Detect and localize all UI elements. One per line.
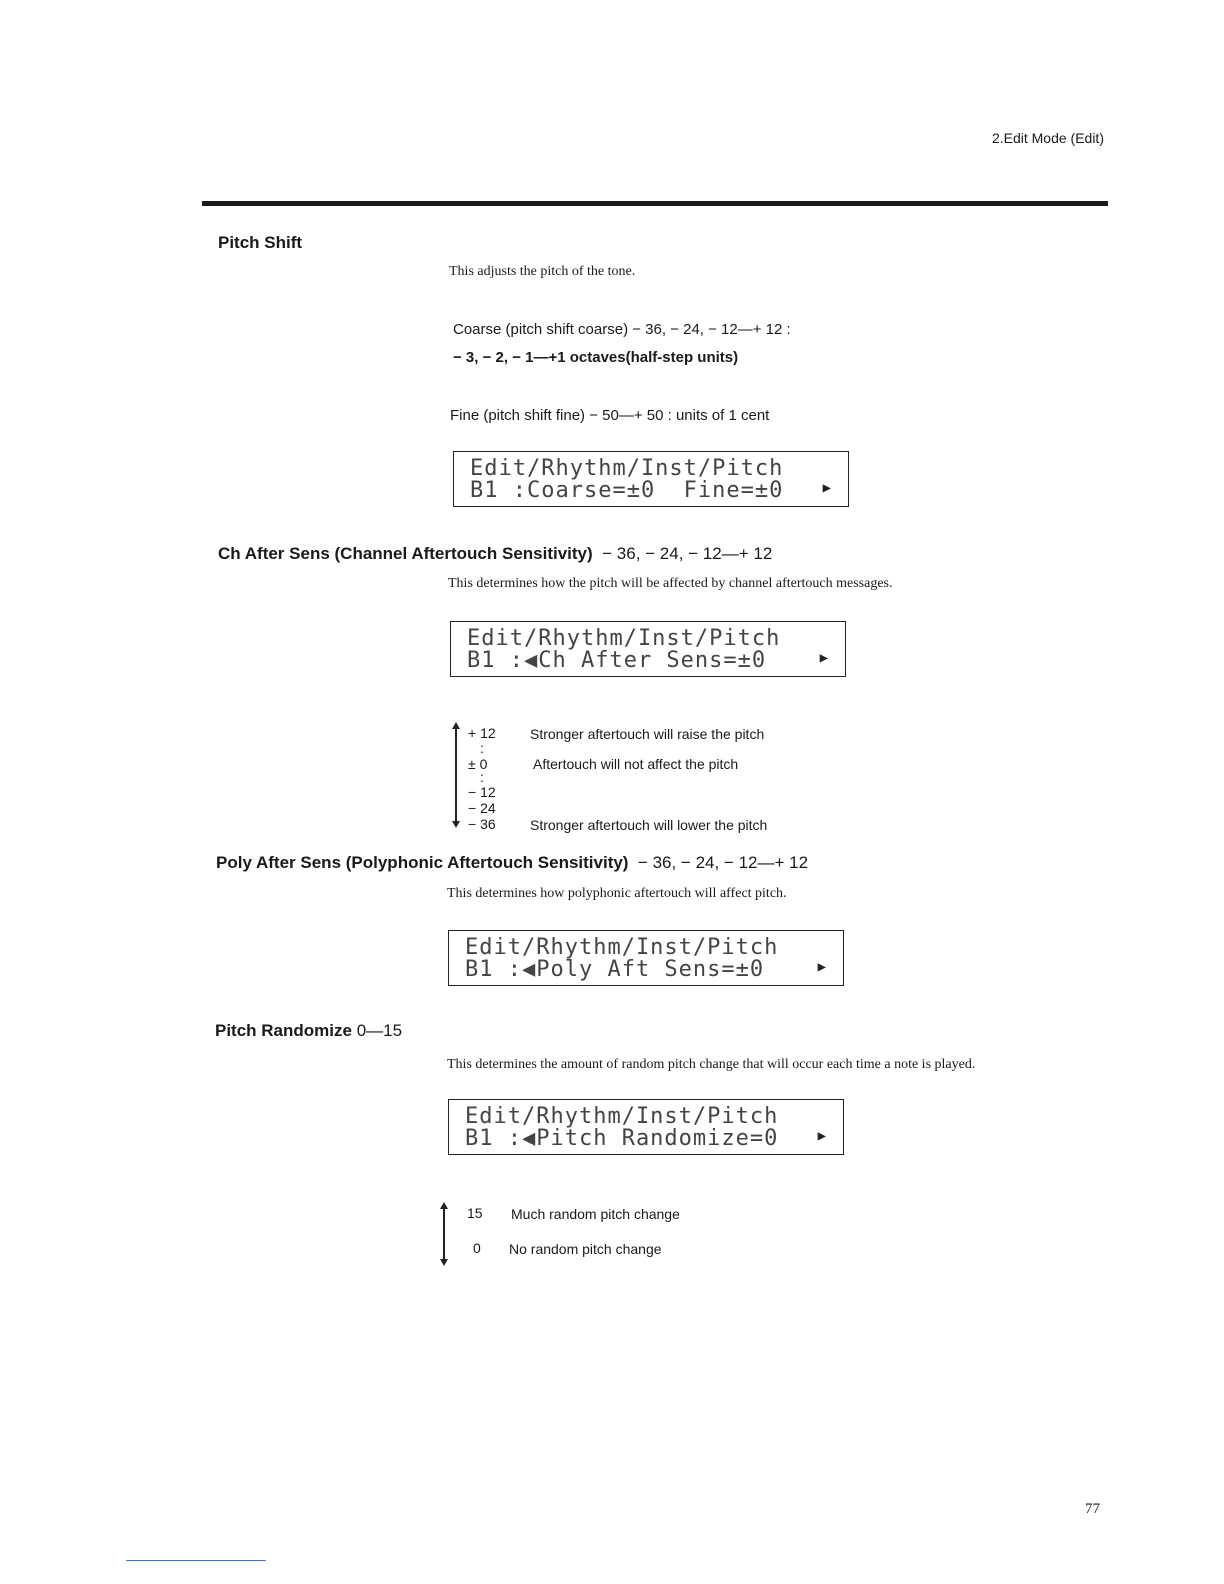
lcd-poly-after-sens	[448, 930, 844, 986]
fine-range-line: Fine (pitch shift fine) − 50—+ 50 : units of 1 cent	[450, 407, 770, 424]
page-number: 77	[1085, 1501, 1100, 1517]
coarse-range-line: Coarse (pitch shift coarse) − 36, − 24, − 12—+ 12 :	[453, 321, 791, 338]
scale-value: − 36	[468, 816, 496, 832]
lcd-line-2: B1 :Coarse=±0 Fine=±0	[470, 478, 784, 503]
lcd-line-1: Edit/Rhythm/Inst/Pitch	[467, 626, 781, 651]
scale-text: Stronger aftertouch will raise the pitch	[530, 726, 765, 742]
scale-text: Much random pitch change	[511, 1206, 680, 1222]
footer-line	[126, 1560, 266, 1561]
pitch-randomize-description: This determines the amount of random pitch change that will occur each time a note is played.	[447, 1057, 976, 1072]
arrow-up-icon	[452, 722, 460, 729]
lcd-line-2: B1 :◀Ch After Sens=±0	[467, 648, 767, 673]
lcd-line-1: Edit/Rhythm/Inst/Pitch	[470, 456, 784, 481]
lcd-line-2: B1 :◀Pitch Randomize=0	[465, 1126, 779, 1151]
scale-value: − 12	[468, 784, 496, 800]
poly-after-sens-description: This determines how polyphonic aftertouch will affect pitch.	[447, 886, 787, 901]
arrow-right-icon: ▶	[817, 1128, 827, 1144]
ch-after-sens-heading	[218, 544, 772, 564]
scale-text: No random pitch change	[509, 1241, 662, 1257]
scale-value: 15	[467, 1205, 483, 1221]
arrow-right-icon: ▶	[819, 650, 829, 666]
scale-text: Stronger aftertouch will lower the pitch	[530, 817, 768, 833]
pitch-randomize-heading	[215, 1021, 402, 1041]
scale-arrow-bar	[443, 1208, 445, 1260]
coarse-octave-line: − 3, − 2, − 1—+1 octaves(half-step units)	[453, 349, 739, 366]
pitch-shift-description: This adjusts the pitch of the tone.	[449, 264, 636, 279]
scale-dots: :	[480, 769, 484, 785]
scale-value: + 12	[468, 725, 496, 741]
lcd-line-1: Edit/Rhythm/Inst/Pitch	[465, 1104, 779, 1129]
poly-after-sens-heading	[216, 853, 808, 873]
running-header: 2.Edit Mode (Edit)	[991, 130, 1104, 146]
arrow-down-icon	[452, 821, 460, 828]
ch-after-sens-range: − 36, − 24, − 12—+ 12	[602, 544, 773, 563]
scale-value: ± 0	[468, 756, 488, 772]
lcd-ch-after-sens	[450, 621, 846, 677]
ch-after-sens-title: Ch After Sens (Channel Aftertouch Sensitivity)	[218, 544, 593, 563]
ch-after-sens-description: This determines how the pitch will be affected by channel aftertouch messages.	[448, 576, 893, 591]
scale-dots: :	[480, 740, 484, 756]
arrow-right-icon: ▶	[817, 959, 827, 975]
arrow-up-icon	[440, 1202, 448, 1209]
header-rule	[202, 201, 1108, 206]
lcd-line-2: B1 :◀Poly Aft Sens=±0	[465, 957, 765, 982]
poly-after-sens-range: − 36, − 24, − 12—+ 12	[637, 853, 809, 872]
pitch-randomize-range: 0—15	[356, 1021, 403, 1040]
pitch-shift-heading: Pitch Shift	[218, 233, 303, 252]
lcd-pitch-shift	[453, 451, 849, 507]
poly-after-sens-title: Poly After Sens (Polyphonic Aftertouch Sensitivity)	[216, 853, 629, 872]
arrow-right-icon: ▶	[822, 480, 832, 496]
pitch-randomize-title: Pitch Randomize	[215, 1021, 352, 1040]
lcd-line-1: Edit/Rhythm/Inst/Pitch	[465, 935, 779, 960]
arrow-down-icon	[440, 1259, 448, 1266]
lcd-pitch-randomize	[448, 1099, 844, 1155]
scale-value: 0	[473, 1240, 481, 1256]
scale-value: − 24	[468, 800, 496, 816]
scale-text: Aftertouch will not affect the pitch	[533, 756, 739, 772]
scale-arrow-bar	[455, 728, 457, 822]
